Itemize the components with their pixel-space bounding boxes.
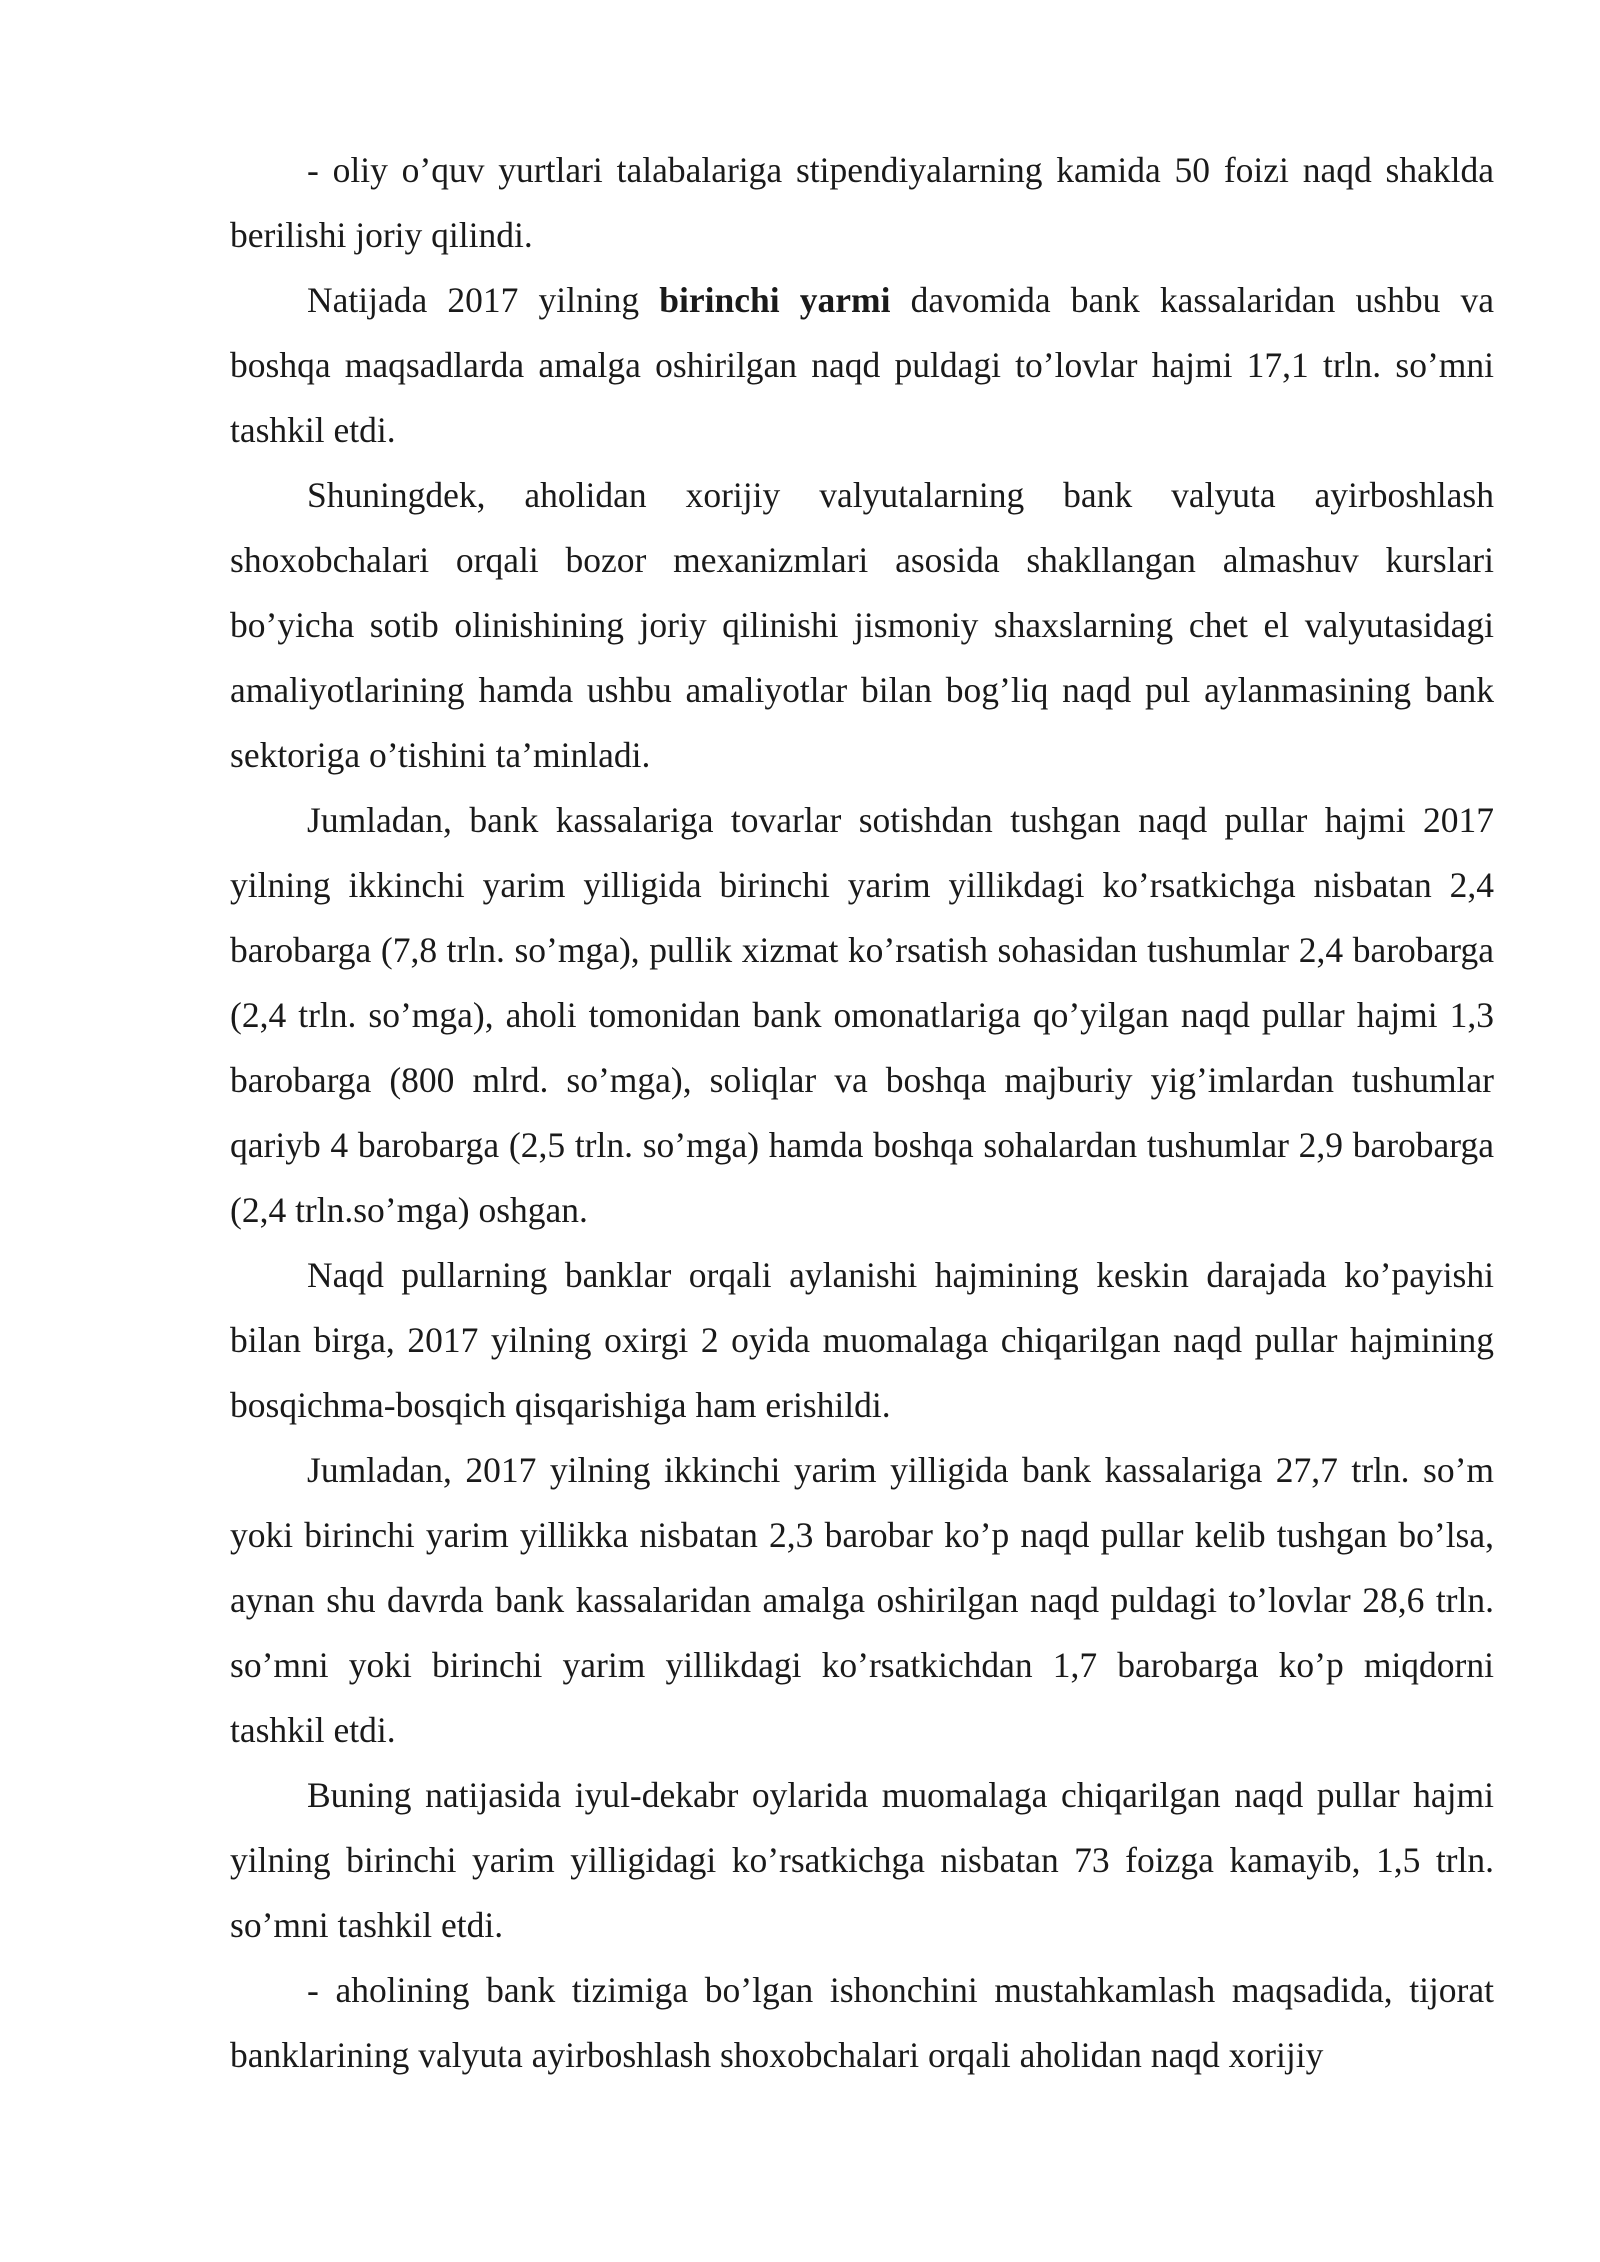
paragraph-text: Jumladan, bank kassalariga tovarlar sotishdan tushgan naqd pullar hajmi 2017 yilning ikkinchi yarim yilligida birinchi yarim yillikdagi ko’rsatkichga nisbatan 2,4 barobarga (7,8 trln. so’mga), pullik xizmat ko’rsatish sohasidan tushumlar 2,4 barobarga (2,4 trln. so’mga), aholi tomonidan bank omonatlariga qo’yilgan naqd pullar hajmi 1,3 barobarga (800 mlrd. so’mga), soliqlar va boshqa majburiy yig’imlardan tushumlar qariyb 4 barobarga (2,5 trln. so’mga) hamda boshqa sohalardan tushumlar 2,9 barobarga (2,4 trln.so’mga) oshgan.	[230, 800, 1494, 1230]
document-page	[230, 138, 1494, 2088]
paragraph-text: Natijada 2017 yilning	[307, 280, 660, 320]
paragraph-cash-circulation	[230, 1243, 1494, 1438]
paragraph-result	[230, 1763, 1494, 1958]
paragraph-currency-exchange	[230, 463, 1494, 788]
paragraph-public-trust	[230, 1958, 1494, 2088]
bold-phrase: birinchi yarmi	[659, 280, 891, 320]
paragraph-stipend	[230, 138, 1494, 268]
paragraph-text: - aholining bank tizimiga bo’lgan ishonchini mustahkamlash maqsadida, tijorat banklarining valyuta ayirboshlash shoxobchalari orqali aholidan naqd xorijiy	[230, 1970, 1494, 2075]
paragraph-first-half-payments	[230, 268, 1494, 463]
paragraph-text: Buning natijasida iyul-dekabr oylarida muomalaga chiqarilgan naqd pullar hajmi yilning birinchi yarim yilligidagi ko’rsatkichga nisbatan 73 foizga kamayib, 1,5 trln. so’mni tashkil etdi.	[230, 1775, 1494, 1945]
paragraph-cash-receipts	[230, 788, 1494, 1243]
paragraph-text: Shuningdek, aholidan xorijiy valyutalarning bank valyuta ayirboshlash shoxobchalari orqali bozor mexanizmlari asosida shakllangan almashuv kurslari bo’yicha sotib olinishining joriy qilinishi jismoniy shaxslarning chet el valyutasidagi amaliyotlarining hamda ushbu amaliyotlar bilan bog’liq naqd pul aylanmasining bank sektoriga o’tishini ta’minladi.	[230, 475, 1494, 775]
paragraph-text: - oliy o’quv yurtlari talabalariga stipendiyalarning kamida 50 foizi naqd shaklda berilishi joriy qilindi.	[230, 150, 1494, 255]
paragraph-text: Naqd pullarning banklar orqali aylanishi hajmining keskin darajada ko’payishi bilan birga, 2017 yilning oxirgi 2 oyida muomalaga chiqarilgan naqd pullar hajmining bosqichma-bosqich qisqarishiga ham erishildi.	[230, 1255, 1494, 1425]
paragraph-text: davomida bank kassalaridan ushbu va boshqa maqsadlarda amalga oshirilgan naqd puldagi to’lovlar hajmi 17,1 trln. so’mni tashkil etdi.	[230, 280, 1495, 450]
paragraph-text: Jumladan, 2017 yilning ikkinchi yarim yilligida bank kassalariga 27,7 trln. so’m yoki birinchi yarim yillikka nisbatan 2,3 barobar ko’p naqd pullar kelib tushgan bo’lsa, aynan shu davrda bank kassalaridan amalga oshirilgan naqd puldagi to’lovlar 28,6 trln. so’mni yoki birinchi yarim yillikdagi ko’rsatkichdan 1,7 barobarga ko’p miqdorni tashkil etdi.	[230, 1450, 1494, 1750]
paragraph-second-half-receipts	[230, 1438, 1494, 1763]
